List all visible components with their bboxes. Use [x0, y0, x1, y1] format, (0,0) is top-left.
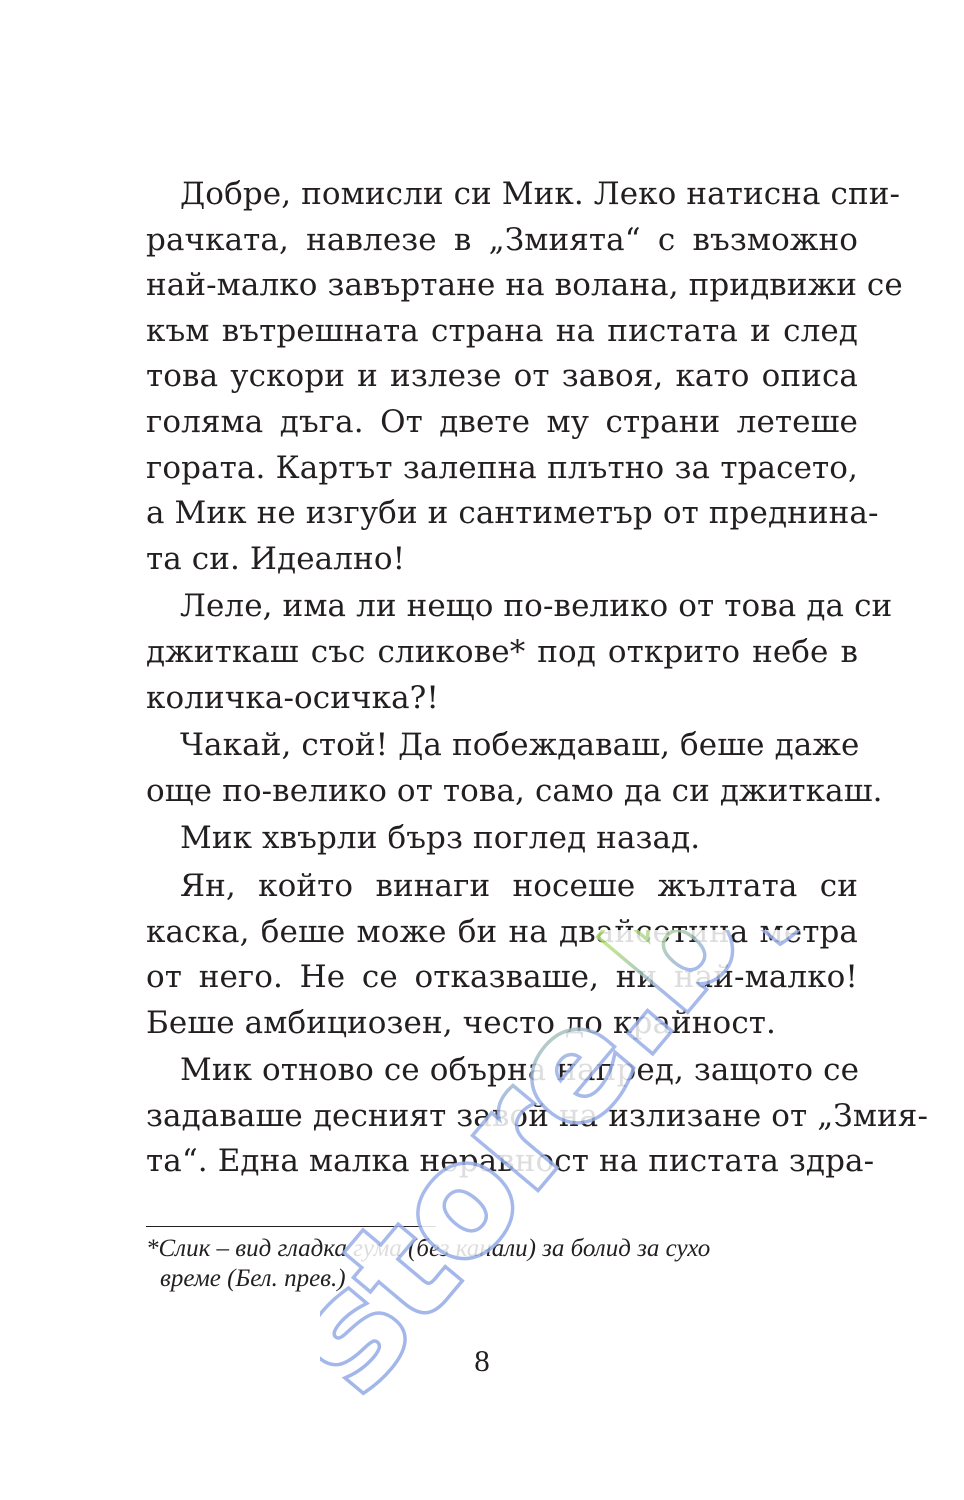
text-line: Леле, има ли нещо по-велико от това да си	[180, 588, 893, 625]
text-line: та“. Една малка неравност на пистата здра-	[146, 1143, 875, 1180]
text-line: Мик хвърли бърз поглед назад.	[180, 820, 701, 857]
text-line: гората. Картът залепна плътно за трасето,	[146, 449, 858, 486]
paragraph-1	[146, 172, 903, 582]
text-line: задаваше десният завой на излизане от „Змия-	[146, 1097, 929, 1134]
text-line: Беше амбициозен, често до крайност.	[146, 1004, 776, 1041]
paragraph-3	[146, 723, 883, 814]
paragraph-5	[146, 864, 858, 1046]
text-line: количка-осичка?!	[146, 679, 439, 716]
text-line: Чакай, стой! Да побеждаваш, беше даже	[180, 727, 860, 764]
text-line: Добре, помисли си Мик. Леко натисна спи-	[180, 176, 901, 212]
text-line: голяма дъга. От двете му страни летеше	[146, 403, 858, 440]
footnote-line: време (Бел. прев.)	[160, 1265, 346, 1292]
text-line: а Мик не изгуби и сантиметър от преднина-	[146, 495, 879, 532]
page-number: 8	[474, 1343, 490, 1378]
text-line: към вътрешната страна на пистата и след	[146, 312, 858, 349]
footnote-divider	[146, 1226, 436, 1227]
text-line: джиткаш със сликове* под открито небе в	[146, 633, 858, 670]
svg-text:store.bg: store.bg	[320, 930, 845, 1424]
text-line: каска, беше може би на двайсетина метра	[146, 913, 858, 950]
text-line: това ускори и излезе от завоя, като описа	[146, 358, 858, 395]
text-line: та си. Идеално!	[146, 540, 406, 577]
text-line: от него. Не се отказваше, ни най-малко!	[146, 959, 858, 996]
footnote	[146, 1234, 866, 1294]
footnote-line: *Слик – вид гладка гума (без канали) за болид за сухо	[146, 1235, 711, 1262]
text-line: Ян, който винаги носеше жълтата си	[180, 867, 858, 904]
paragraph-2	[146, 584, 893, 721]
text-line: Мик отново се обърна напред, защото се	[180, 1052, 860, 1089]
body-text	[146, 172, 929, 1185]
text-line: рачката, навлезе в „Змията“ с възможно	[146, 221, 858, 258]
paragraph-4	[146, 816, 858, 862]
text-line: най-малко завъртане на волана, придвижи се	[146, 267, 903, 304]
text-line: още по-велико от това, само да си джиткаш.	[146, 772, 883, 809]
paragraph-6	[146, 1048, 929, 1185]
